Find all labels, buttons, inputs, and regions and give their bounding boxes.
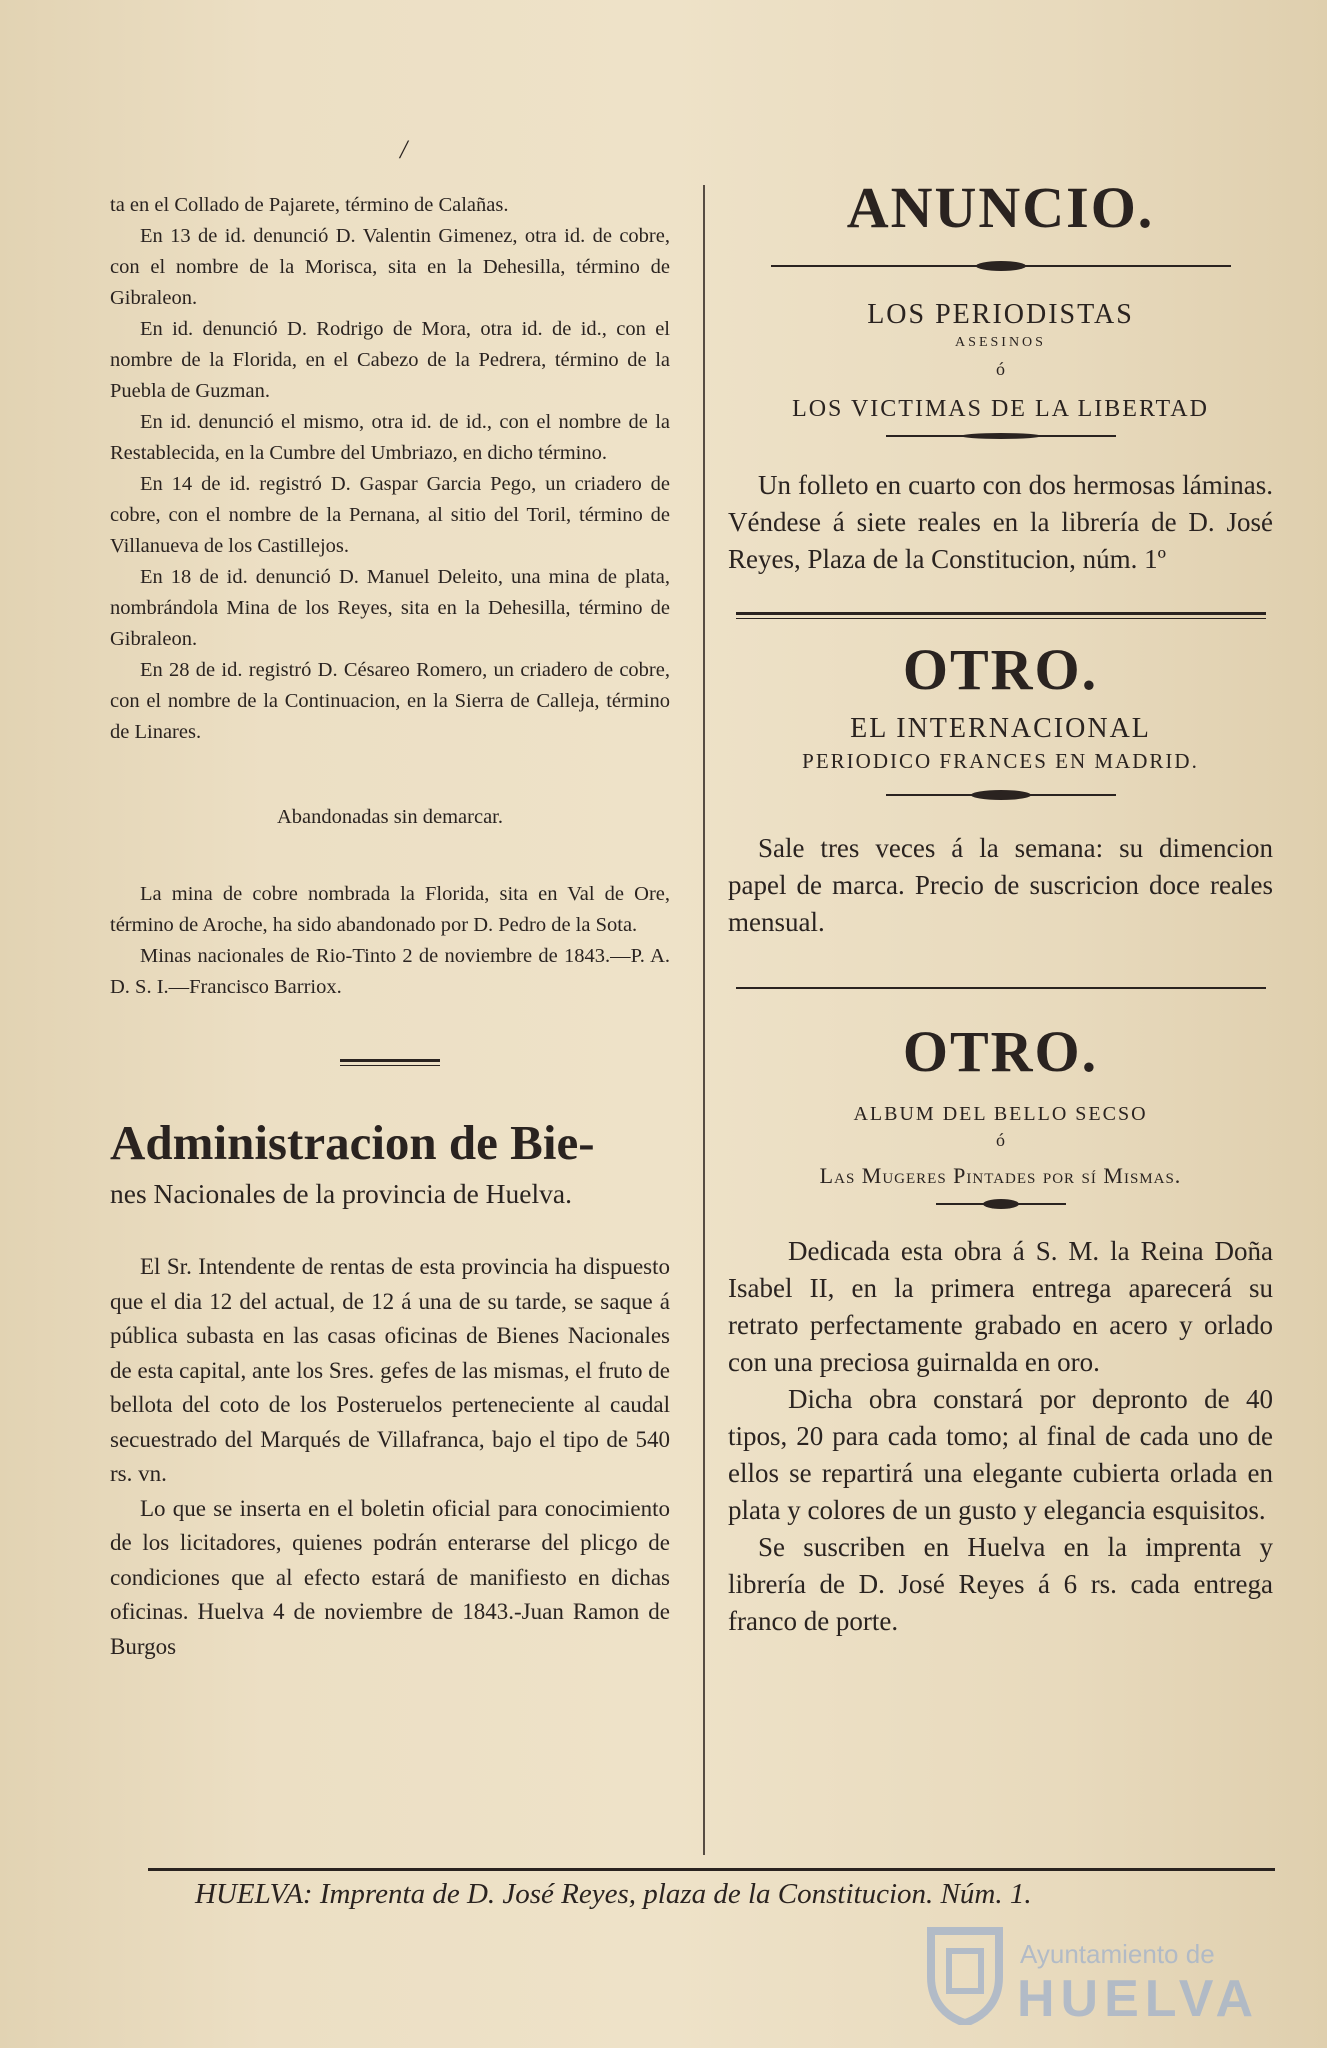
folleto-paragraph: Un folleto en cuarto con dos hermosas láminas. Véndese á siete reales en la librería de D. José Reyes, Plaza de la Constitucion, núm. 1º <box>728 470 1273 574</box>
or-label-2: ó <box>996 1130 1005 1150</box>
mine-paragraph-7: En 28 de id. registró D. Césareo Romero, un criadero de cobre, con el nombre de la Continuacion, en la Sierra de Calleja, término de Linares. <box>110 659 670 743</box>
abandoned-paragraph: La mina de cobre nombrada la Florida, sita en Val de Ore, término de Aroche, ha sido abandonado por D. Pedro de la Sota. <box>110 883 670 936</box>
right-column <box>728 175 1273 1640</box>
asesinos-label: ASESINOS <box>955 335 1046 350</box>
otro-heading-2: OTRO. <box>902 1019 1099 1084</box>
double-rule-1 <box>736 612 1266 619</box>
section-separator <box>340 1059 440 1066</box>
album-title: ALBUM DEL BELLO SECSO <box>853 1103 1148 1125</box>
auction-paragraph: El Sr. Intendente de rentas de esta provincia ha dispuesto que el dia 12 del actual, de 12 á una de su tarde, se saque á pública subasta en las casas oficinas de Bienes Nacionales de esta capital, ante los Sres. gefes de las mismas, el fruto de bellota del coto de los Posteruelos perteneciente al caudal secuestrado del Marqués de Villafranca, bajo el tipo de 540 rs. vn. <box>110 1254 670 1486</box>
ornament-rule-1 <box>771 261 1231 271</box>
single-rule <box>736 987 1266 989</box>
archive-watermark <box>925 1925 1260 2035</box>
anuncio-heading: ANUNCIO. <box>846 175 1155 240</box>
watermark-line-1: Ayuntamiento de <box>1020 1939 1215 1969</box>
mine-paragraph-4: En id. denunció el mismo, otra id. de id., con el nombre de la Restablecida, en la Cumbre del Umbriazo, en dicho término. <box>110 411 670 464</box>
internacional-paragraph: Sale tres veces á la semana: su dimencion papel de marca. Precio de suscricion doce reales mensual. <box>728 833 1273 937</box>
administration-title: Administracion de Bie- <box>110 1115 595 1170</box>
album-subtitle: Las Mugeres Pintades por sí Mismas. <box>819 1163 1182 1188</box>
otro-heading-1: OTRO. <box>902 637 1099 702</box>
album-paragraph-2: Dicha obra constará por depronto de 40 tipos, 20 para cada tomo; al final de cada uno de ellos se repartirá una elegante cubierta orlada en plata y colores de un gusto y elegancia esquisitos. <box>728 1384 1273 1525</box>
internacional-title: EL INTERNACIONAL <box>850 713 1151 744</box>
ornament-rule-2 <box>886 431 1116 441</box>
left-column <box>110 190 670 1664</box>
or-label-1: ó <box>996 359 1005 379</box>
signature-paragraph: Minas nacionales de Rio-Tinto 2 de noviembre de 1843.—P. A. D. S. I.—Francisco Barriox. <box>110 945 670 998</box>
administration-subtitle: nes Nacionales de la provincia de Huelva. <box>110 1178 572 1209</box>
mine-paragraph-1: ta en el Collado de Pajarete, término de Calañas. <box>110 194 509 216</box>
mine-paragraph-5: En 14 de id. registró D. Gaspar Garcia Pego, un criadero de cobre, con el nombre de la Pernana, al sitio del Toril, término de Villanueva de los Castillejos. <box>110 473 670 557</box>
page-mark: / <box>400 135 408 164</box>
mine-paragraph-6: En 18 de id. denunció D. Manuel Deleito, una mina de plata, nombrándola Mina de los Reyes, sita en la Dehesilla, término de Gibraleon. <box>110 566 670 650</box>
internacional-subtitle: PERIODICO FRANCES EN MADRID. <box>802 749 1199 773</box>
footer-rule <box>148 1868 1275 1871</box>
album-paragraph-1: Dedicada esta obra á S. M. la Reina Doña Isabel II, en la primera entrega aparecerá su retrato perfectamente grabado en acero y orlado con una preciosa guirnalda en oro. <box>728 1236 1273 1377</box>
shield-icon <box>925 1925 1005 2025</box>
ornament-rule-4 <box>936 1199 1066 1209</box>
notice-paragraph: Lo que se inserta en el boletin oficial para conocimiento de los licitadores, quienes podrán enterarse del plicgo de condiciones que al efecto estará de manifiesto en dichas oficinas. Huelva 4 de noviembre de 1843.-Juan Ramon de Burgos <box>110 1495 670 1659</box>
abandoned-subheading: Abandonadas sin demarcar. <box>277 806 503 828</box>
imprint-footer: HUELVA: Imprenta de D. José Reyes, plaza de la Constitucion. Núm. 1. <box>195 1878 1032 1910</box>
watermark-line-2: HUELVA <box>1017 1970 1260 2028</box>
periodistas-title: LOS PERIODISTAS <box>867 299 1134 330</box>
column-divider <box>703 185 705 1855</box>
ornament-rule-3 <box>886 790 1116 800</box>
album-paragraph-3: Se suscriben en Huelva en la imprenta y librería de D. José Reyes á 6 rs. cada entrega franco de porte. <box>728 1532 1273 1636</box>
victimas-title: LOS VICTIMAS DE LA LIBERTAD <box>792 396 1209 422</box>
mine-paragraph-3: En id. denunció D. Rodrigo de Mora, otra id. de id., con el nombre de la Florida, en el Cabezo de la Pedrera, término de la Puebla de Guzman. <box>110 318 670 402</box>
mine-paragraph-2: En 13 de id. denunció D. Valentin Gimenez, otra id. de cobre, con el nombre de la Morisca, sita en la Dehesilla, término de Gibraleon. <box>110 225 670 309</box>
